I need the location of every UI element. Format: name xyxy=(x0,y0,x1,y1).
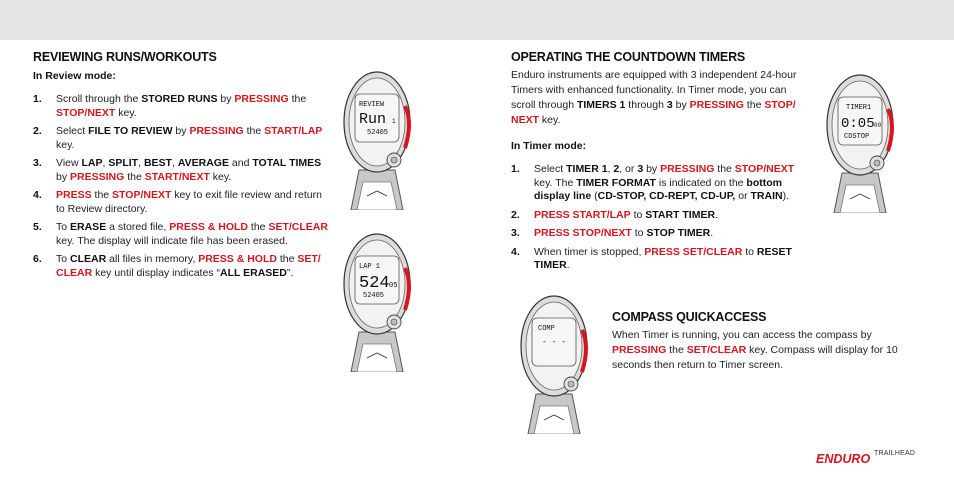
text-run: SET/ CLEAR xyxy=(56,253,321,279)
text-run: ALL ERASED xyxy=(219,266,287,279)
text-run: the xyxy=(243,125,265,137)
text-run: To xyxy=(56,221,71,233)
text-run: PRESS xyxy=(56,189,92,201)
trailhead-tagline: TRAILHEAD xyxy=(874,450,916,457)
countdown-intro xyxy=(511,68,801,128)
text-run: key. xyxy=(209,170,232,183)
text-run: ERASE xyxy=(70,221,107,233)
reviewing-title: REVIEWING RUNS/WORKOUTS xyxy=(33,50,217,64)
step-number: 6. xyxy=(33,253,42,265)
text-run: PRESS & HOLD xyxy=(198,253,277,265)
text-run: by xyxy=(672,99,690,111)
watch-compass-screen xyxy=(514,294,594,434)
text-run: the xyxy=(714,163,735,175)
step-number: 1. xyxy=(33,93,42,105)
text-run: TIMER FORMAT xyxy=(576,176,656,189)
text-run: SET/CLEAR xyxy=(686,344,747,356)
text-run: STOP/NEXT xyxy=(56,106,116,119)
text-run: LAP xyxy=(81,157,103,169)
timer-mode-label: In Timer mode: xyxy=(511,140,587,152)
step-number: 4. xyxy=(511,245,520,258)
text-run: CLEAR xyxy=(70,253,107,265)
text-run: is indicated on the xyxy=(655,176,747,189)
text-run: key. xyxy=(56,138,75,151)
step-item xyxy=(511,209,811,223)
timer-line3: CDSTOP xyxy=(844,133,870,141)
text-run: 2 xyxy=(613,163,620,175)
step-number: 1. xyxy=(511,163,520,175)
text-run: key. xyxy=(539,114,561,126)
text-run: key. The display will indicate file has been erased. xyxy=(56,234,288,247)
text-run: all files in memory, xyxy=(106,253,199,265)
step-number: 3. xyxy=(511,227,520,239)
compass-title: COMPASS QUICKACCESS xyxy=(612,310,767,324)
text-run: and xyxy=(228,157,253,169)
step-item xyxy=(33,221,330,248)
text-run: ”. xyxy=(286,266,294,279)
text-run: , xyxy=(138,157,144,169)
lap-line2b: 05 xyxy=(389,282,398,290)
text-run: STOP/NEXT xyxy=(112,189,172,201)
text-run: PRESS START/LAP xyxy=(534,208,631,221)
text-run: Enduro instruments are equipped with 3 independent 24-hour Timers with enhanced functionality. In Timer mode, you can scroll through xyxy=(511,69,797,111)
review-line3: 52405 xyxy=(367,129,389,137)
lap-line2: 524 xyxy=(359,274,390,293)
text-run: the xyxy=(666,344,687,356)
text-run: PRESSING xyxy=(189,125,244,137)
timer-line2: 0:05 xyxy=(841,116,875,132)
text-run: PRESSING xyxy=(612,344,667,356)
text-run: ). xyxy=(782,190,789,202)
text-run: TRAIN xyxy=(750,190,783,202)
text-run: to xyxy=(631,227,647,239)
text-run: START/LAP xyxy=(264,125,323,137)
step-number: 3. xyxy=(33,157,42,169)
text-run: SPLIT xyxy=(108,157,139,169)
watch-review-screen xyxy=(337,70,417,210)
step-item xyxy=(33,189,330,216)
text-run: PRESS SET/CLEAR xyxy=(644,245,743,258)
step-number: 5. xyxy=(33,221,42,233)
text-run: . xyxy=(566,259,570,271)
text-run: by xyxy=(172,125,190,137)
text-run: , xyxy=(607,163,614,175)
enduro-logo xyxy=(816,451,874,465)
text-run: the xyxy=(91,189,113,201)
review-line1: REVIEW xyxy=(359,101,385,109)
step-item xyxy=(511,163,811,204)
text-run: PRESSING xyxy=(70,170,125,183)
text-run: key. xyxy=(115,106,137,119)
step-item xyxy=(33,125,330,152)
timer-steps xyxy=(511,163,811,278)
text-run: to xyxy=(742,245,757,258)
review-mode-label: In Review mode: xyxy=(33,70,116,82)
text-run: to xyxy=(630,208,646,221)
text-run: 3 xyxy=(637,163,644,175)
text-run: by xyxy=(217,93,235,105)
text-run: STOP TIMER xyxy=(646,227,711,239)
text-run: FILE TO REVIEW xyxy=(88,125,173,137)
step-item xyxy=(33,157,330,184)
text-run: PRESSING xyxy=(689,99,744,111)
text-run: STORED RUNS xyxy=(141,93,218,105)
text-run: bottom display line xyxy=(534,176,782,202)
text-run: the xyxy=(248,221,269,233)
comp-line1: COMP xyxy=(538,325,555,333)
watch-timer-screen xyxy=(820,73,900,213)
lap-line3: 52405 xyxy=(363,292,385,300)
text-run: 3 xyxy=(666,99,673,111)
text-run: . xyxy=(710,227,714,239)
text-run: , xyxy=(102,157,109,169)
text-run: the xyxy=(743,99,765,111)
review-line2b: 1 xyxy=(392,118,396,125)
text-run: , xyxy=(171,157,178,169)
text-run: START TIMER xyxy=(645,208,716,221)
enduro-brand: ENDURO xyxy=(816,452,871,465)
text-run: through xyxy=(625,99,667,111)
top-bar xyxy=(0,0,954,40)
text-run: When Timer is running, you can access the compass by xyxy=(612,329,872,341)
timer-line1: TIMER1 xyxy=(846,104,872,112)
text-run: PRESS & HOLD xyxy=(169,221,248,233)
text-run: . xyxy=(715,208,718,221)
text-run: To xyxy=(56,253,71,265)
text-run: RESET TIMER xyxy=(534,245,792,271)
comp-line2: - - - xyxy=(542,338,567,347)
step-item xyxy=(511,227,811,241)
text-run: the xyxy=(288,93,307,105)
text-run: STOP/NEXT xyxy=(734,163,795,175)
text-run: AVERAGE xyxy=(177,157,229,169)
text-run: BEST xyxy=(143,157,172,169)
step-item xyxy=(511,246,811,273)
lap-line1: LAP 1 xyxy=(359,263,381,271)
text-run: by xyxy=(643,163,661,175)
compass-body xyxy=(612,328,912,373)
review-steps xyxy=(33,93,330,285)
text-run: or xyxy=(735,190,751,202)
text-run: When timer is stopped, xyxy=(534,245,645,258)
text-run: ( xyxy=(591,190,598,202)
watch-lap-screen xyxy=(337,232,417,372)
step-number: 4. xyxy=(33,189,42,201)
text-run: PRESS STOP/NEXT xyxy=(534,227,632,239)
text-run: TIMERS 1 xyxy=(576,99,626,111)
text-run: the xyxy=(276,253,298,265)
text-run: , or xyxy=(619,163,638,175)
review-line2: Run xyxy=(359,111,387,128)
text-run: PRESSING xyxy=(234,93,289,105)
text-run: by xyxy=(56,170,71,183)
text-run: a stored file, xyxy=(106,221,170,233)
text-run: STOP/ NEXT xyxy=(511,99,796,126)
timer-line2b: 00 xyxy=(874,122,882,129)
step-number: 2. xyxy=(511,208,520,221)
text-run: key. Compass will display for 10 seconds then return to Timer screen. xyxy=(612,344,898,371)
text-run: CD-STOP, CD-REPT, CD-UP, xyxy=(597,190,736,202)
text-run: the xyxy=(124,170,145,183)
text-run: key until display indicates “ xyxy=(92,266,220,279)
text-run: key to exit file review and return to Review directory. xyxy=(56,189,322,215)
text-run: PRESSING xyxy=(660,163,715,175)
text-run: START/NEXT xyxy=(144,170,210,183)
text-run: TIMER 1 xyxy=(566,163,608,175)
text-run: Select xyxy=(534,163,567,175)
text-run: Scroll through the xyxy=(56,93,142,105)
text-run: SET/CLEAR xyxy=(268,221,328,233)
text-run: key. The xyxy=(534,176,577,189)
countdown-title: OPERATING THE COUNTDOWN TIMERS xyxy=(511,50,746,64)
step-item xyxy=(33,93,330,120)
step-number: 2. xyxy=(33,125,42,137)
step-item xyxy=(33,253,330,280)
text-run: View xyxy=(56,157,82,169)
text-run: Select xyxy=(56,125,89,137)
text-run: TOTAL TIMES xyxy=(252,157,322,169)
